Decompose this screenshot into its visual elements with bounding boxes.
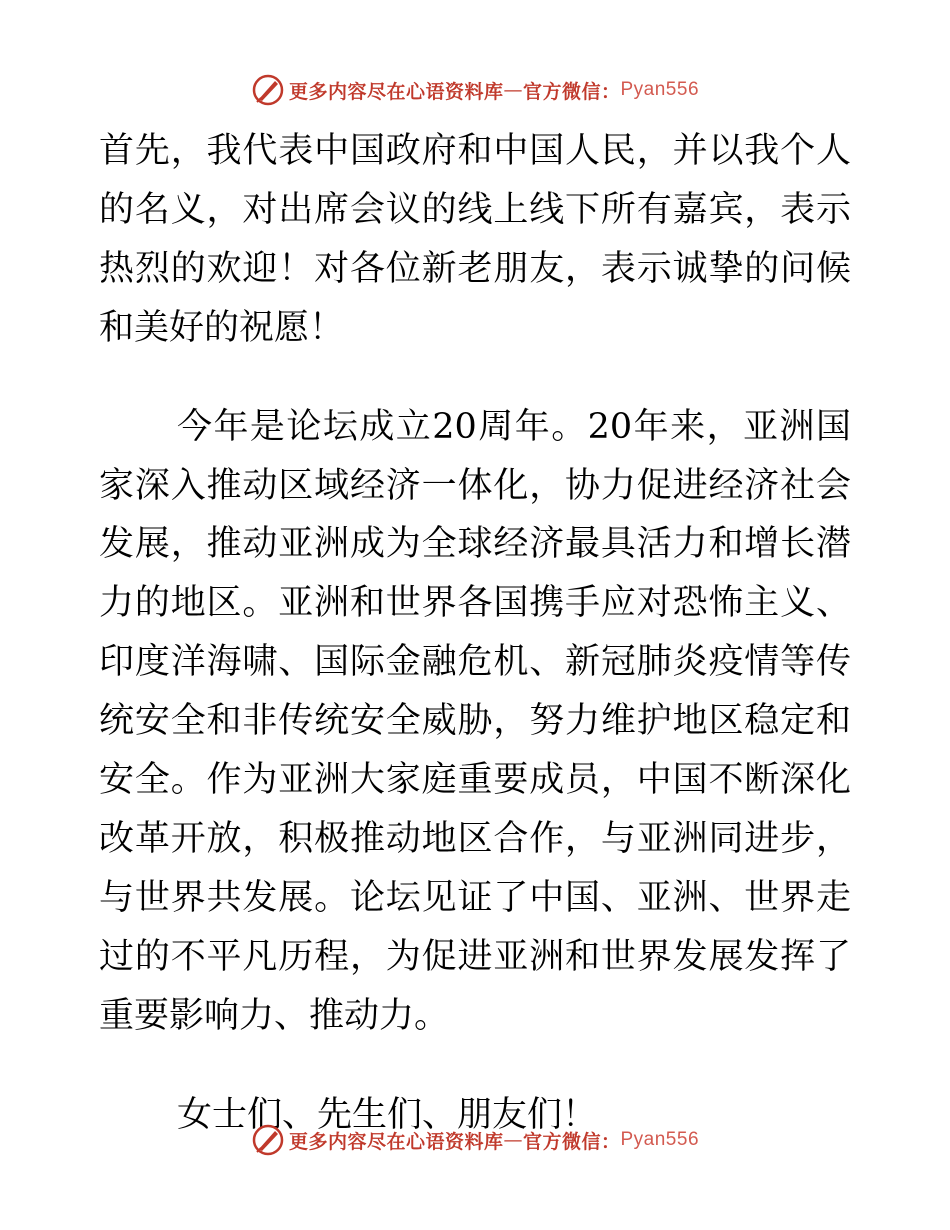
watermark-wechat-label: 官方微信：	[522, 80, 621, 103]
footer-watermark	[0, 1122, 950, 1158]
watermark-separator: —	[503, 79, 523, 101]
watermark-main-text: 更多内容尽在心语资料库	[288, 1130, 504, 1153]
watermark-wechat-id: Pyan556	[620, 79, 700, 100]
watermark-text	[289, 1127, 699, 1154]
paragraph-salutation: 女士们、先生们、朋友们！	[177, 1094, 598, 1135]
watermark-text	[289, 77, 699, 104]
quill-pen-logo-icon	[251, 73, 285, 107]
watermark-separator: —	[503, 1129, 523, 1151]
quill-pen-logo-icon	[251, 1123, 285, 1157]
paragraph-forum-anniversary: 今年是论坛成立20周年。20年来，亚洲国家深入推动区域经济一体化，协力促进经济社会发展，推动亚洲成为全球经济最具活力和增长潜力的地区。亚洲和世界各国携手应对恐怖主义、印度洋海啸、国际金融危机、新冠肺炎疫情等传统安全和非传统安全威胁，努力维护地区稳定和安全。作为亚洲大家庭重要成员，中国不断深化改革开放，积极推动地区合作，与亚洲同进步，与世界共发展。论坛见证了中国、亚洲、世界走过的不平凡历程，为促进亚洲和世界发展发挥了重要影响力、推动力。	[99, 406, 851, 1036]
watermark-wechat-id: Pyan556	[620, 1129, 700, 1150]
header-watermark	[0, 72, 950, 108]
paragraph-greeting: 首先，我代表中国政府和中国人民，并以我个人的名义，对出席会议的线上线下所有嘉宾，表示热烈的欢迎！对各位新老朋友，表示诚挚的问候和美好的祝愿！	[99, 131, 851, 348]
watermark-main-text: 更多内容尽在心语资料库	[288, 80, 504, 103]
watermark-wechat-label: 官方微信：	[522, 1130, 621, 1153]
document-body	[99, 122, 851, 1145]
